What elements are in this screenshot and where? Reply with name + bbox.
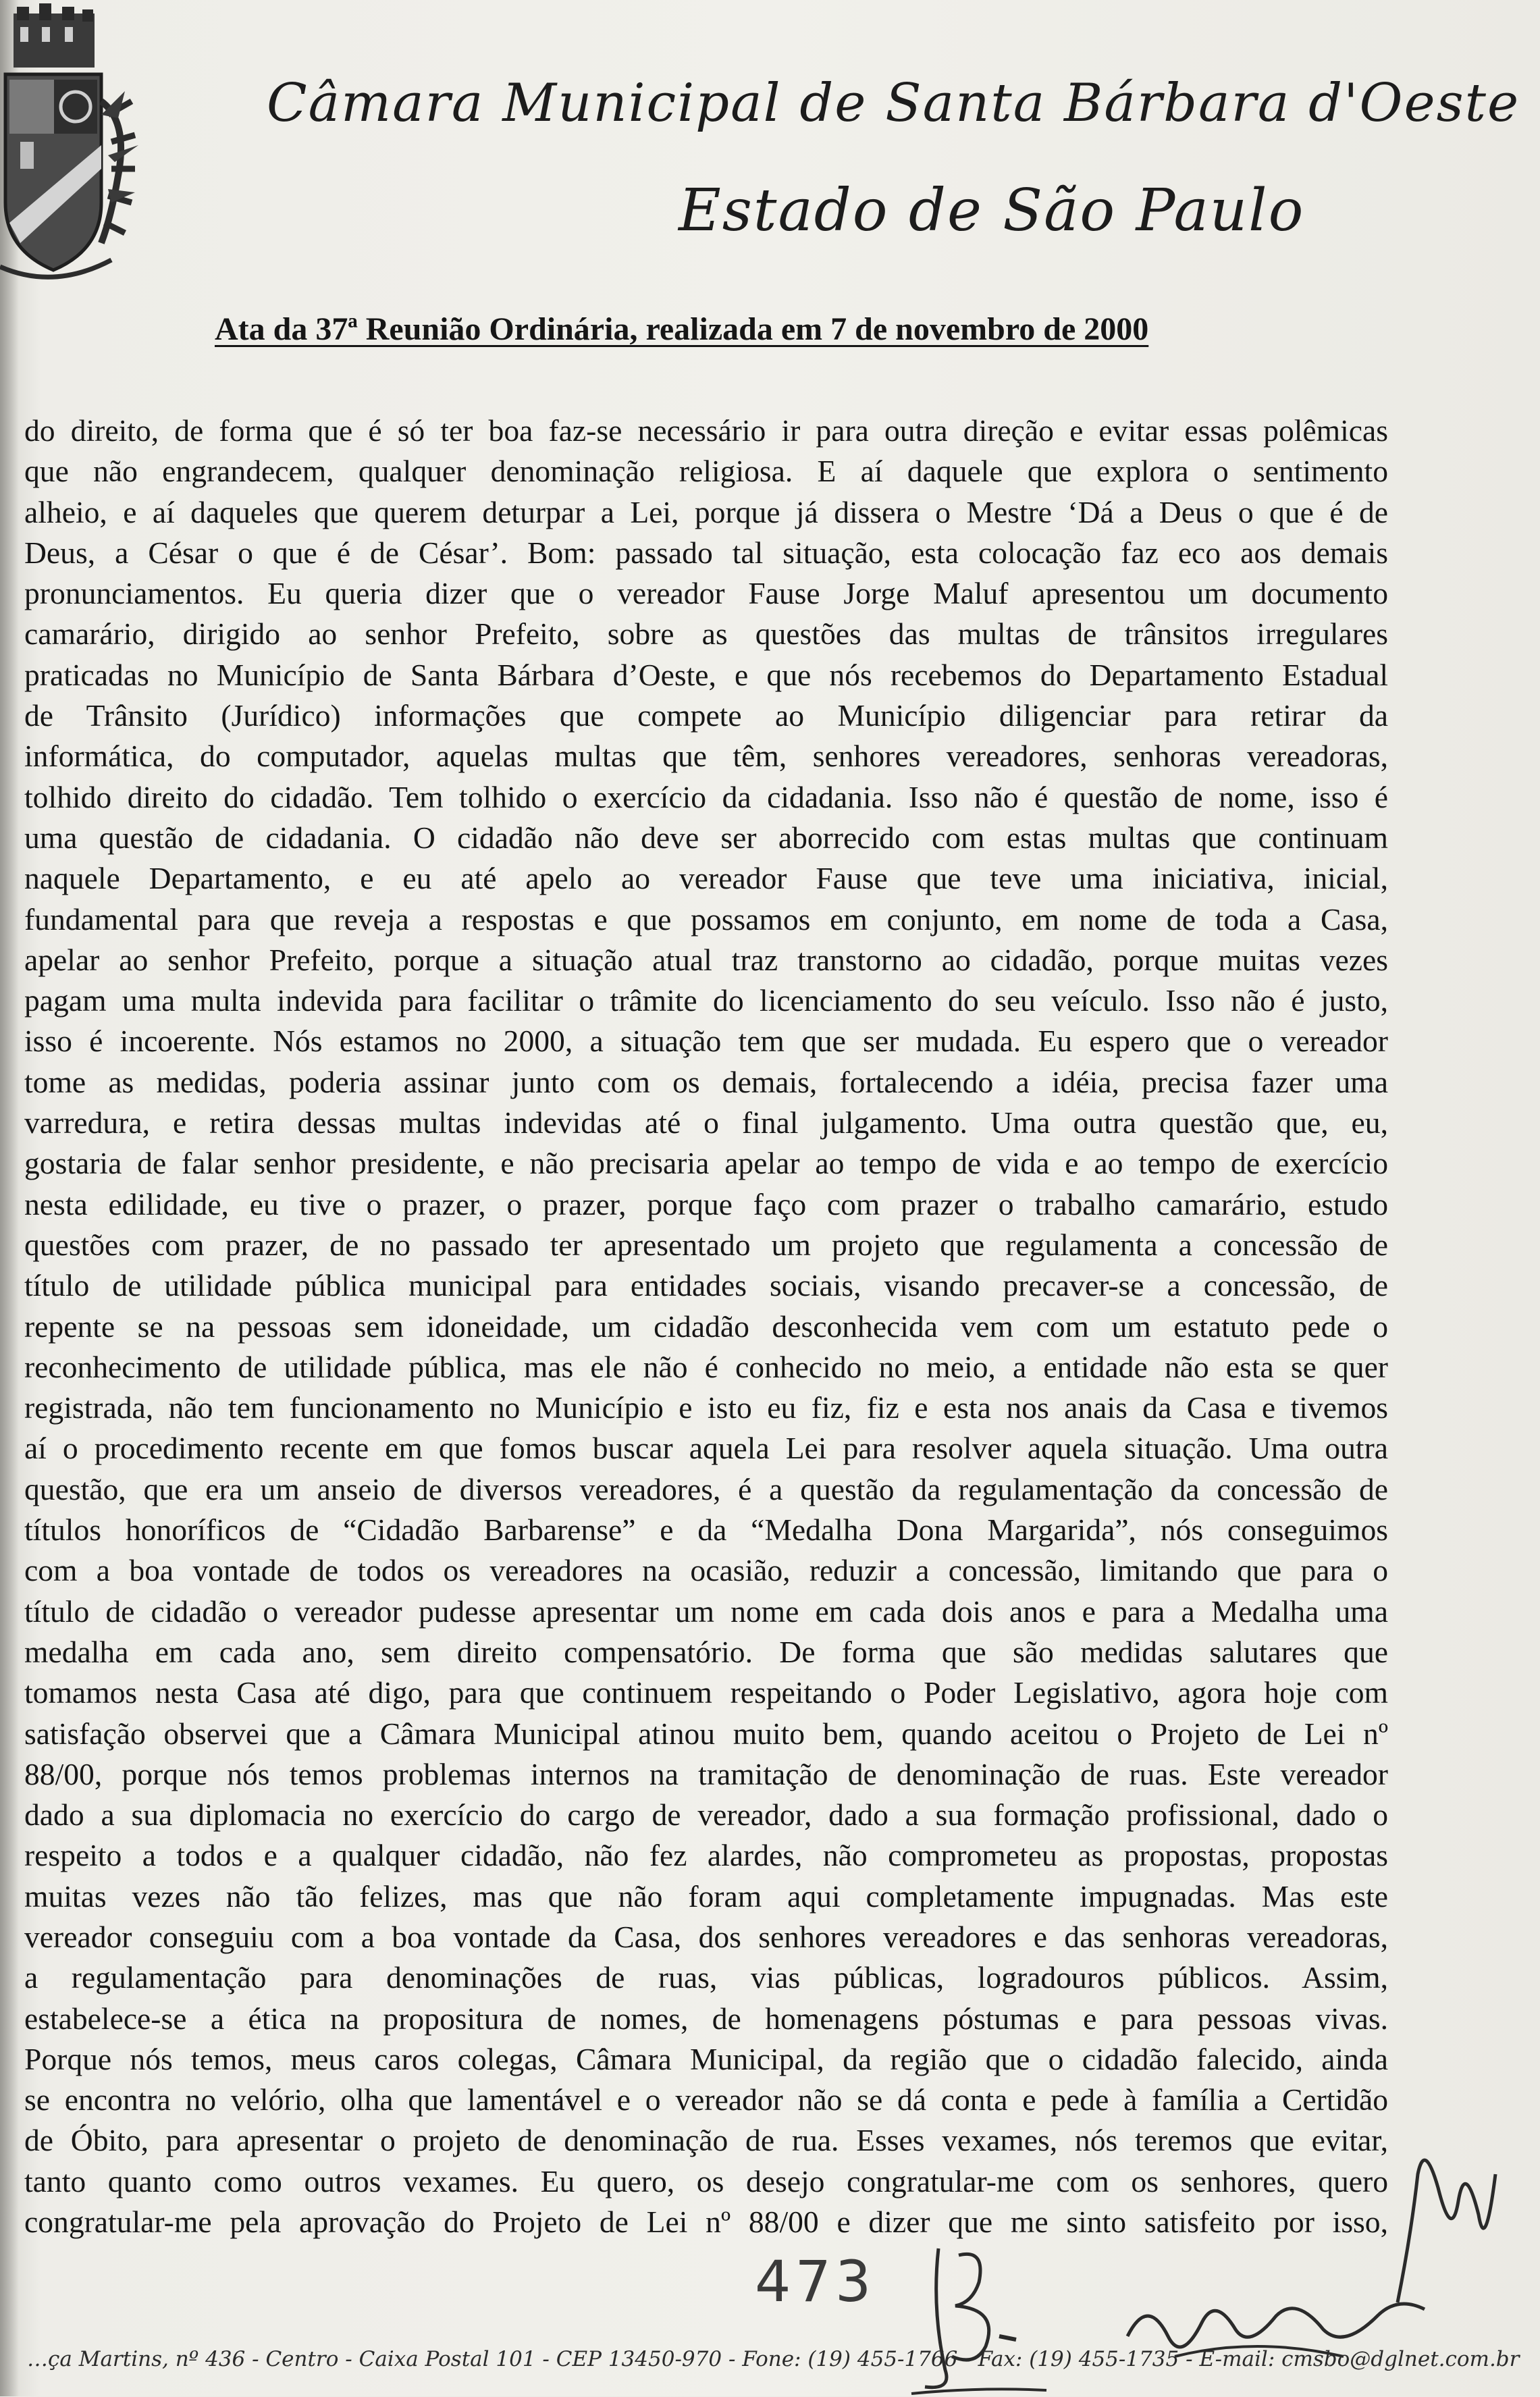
body-line: alheio, e aí daqueles que querem deturpar a Lei, porque já dissera o Mestre ‘Dá a Deus o que é de	[24, 494, 1388, 529]
body-line: pronunciamentos. Eu queria dizer que o vereador Fause Jorge Maluf apresentou um documento	[24, 576, 1388, 611]
body-line: reconhecimento de utilidade pública, mas ele não é conhecido no meio, a entidade não esta se quer	[24, 1349, 1388, 1384]
body-line: do direito, de forma que é só ter boa faz-se necessário ir para outra direção e evitar essas polêmicas	[24, 413, 1388, 448]
body-line: tomamos nesta Casa até digo, para que continuem respeitando o Poder Legislativo, agora hoje com	[24, 1675, 1388, 1710]
body-line: tome as medidas, poderia assinar junto com os demais, fortalecendo a idéia, precisa fazer uma	[24, 1064, 1388, 1099]
body-line: se encontra no velório, olha que lamentável e o vereador não se dá conta e pede à família a Certidão	[24, 2082, 1388, 2117]
body-line: praticadas no Município de Santa Bárbara d’Oeste, e que nós recebemos do Departamento Estadual	[24, 657, 1388, 692]
body-line: com a boa vontade de todos os vereadores na ocasião, reduzir a concessão, limitando que para o	[24, 1553, 1388, 1588]
body-line: nesta edilidade, eu tive o prazer, o prazer, porque faço com prazer o trabalho camarário, estudo	[24, 1186, 1388, 1221]
footer-address: …ça Martins, nº 436 - Centro - Caixa Postal 101 - CEP 13450-970 - Fone: (19) 455-1766 - Fax: (19) 455-1735 - E-mail: cmsbo@dglnet.com.br	[27, 2347, 1520, 2371]
body-line: de Trânsito (Jurídico) informações que compete ao Município diligenciar para retirar da	[24, 698, 1388, 733]
body-line: tanto quanto como outros vexames. Eu quero, os desejo congratular-me com os senhores, quero	[24, 2163, 1388, 2198]
body-line: medalha em cada ano, sem direito compensatório. De forma que são medidas salutares que	[24, 1634, 1388, 1669]
body-line: muitas vezes não tão felizes, mas que não foram aqui completamente impugnadas. Mas este	[24, 1878, 1388, 1914]
body-line: título de utilidade pública municipal para entidades sociais, visando precaver-se a concessão, de	[24, 1268, 1388, 1303]
body-line: satisfação observei que a Câmara Municipal atinou muito bem, quando aceitou o Projeto de Lei nº	[24, 1716, 1388, 1751]
body-line: registrada, não tem funcionamento no Município e isto eu fiz, fiz e esta nos anais da Casa e tivemos	[24, 1390, 1388, 1425]
document-title: Ata da 37ª Reunião Ordinária, realizada em 7 de novembro de 2000	[215, 311, 1149, 347]
body-line: vereador conseguiu com a boa vontade da Casa, dos senhores vereadores e das senhoras vereadoras,	[24, 1919, 1388, 1954]
body-line: título de cidadão o vereador pudesse apresentar um nome em cada dois anos e para a Medalha uma	[24, 1593, 1388, 1629]
body-line: 88/00, porque nós temos problemas internos na tramitação de denominação de ruas. Este vereador	[24, 1756, 1388, 1791]
body-line: que não engrandecem, qualquer denominação religiosa. E aí daquele que explora o sentimento	[24, 454, 1388, 489]
body-line: de Óbito, para apresentar o projeto de denominação de rua. Esses vexames, nós teremos que evitar,	[24, 2123, 1388, 2158]
body-line: fundamental para que reveja a respostas e que possamos em conjunto, em nome de toda a Casa,	[24, 901, 1388, 937]
body-line: Porque nós temos, meus caros colegas, Câmara Municipal, da região que o cidadão falecido, ainda	[24, 2041, 1388, 2076]
body-line: pagam uma multa indevida para facilitar o trâmite do licenciamento do seu veículo. Isso não é justo,	[24, 983, 1388, 1018]
body-line: apelar ao senhor Prefeito, porque a situação atual traz transtorno ao cidadão, porque muitas vezes	[24, 942, 1388, 977]
page-edge-shadow	[0, 0, 19, 2396]
signature-initials-icon	[898, 2228, 1053, 2397]
page-number: 473	[755, 2248, 876, 2315]
body-line: questões com prazer, de no passado ter apresentado um projeto que regulamenta a concessão de	[24, 1227, 1388, 1262]
body-line: dado a sua diplomacia no exercício do cargo de vereador, dado a sua formação profissional, dado o	[24, 1797, 1388, 1833]
body-line: a regulamentação para denominações de ruas, vias públicas, logradouros públicos. Assim,	[24, 1960, 1388, 1995]
body-line: gostaria de falar senhor presidente, e não precisaria apelar ao tempo de vida e ao tempo de exercício	[24, 1146, 1388, 1181]
state-name: Estado de São Paulo	[679, 177, 1305, 244]
body-line: varredura, e retira dessas multas indevidas até o final julgamento. Uma outra questão que, eu,	[24, 1105, 1388, 1140]
body-line: estabelece-se a ética na propositura de nomes, de homenagens póstumas e para pessoas vivas.	[24, 2001, 1388, 2036]
body-line: congratular-me pela aprovação do Projeto de Lei nº 88/00 e dizer que me sinto satisfeito por isso,	[24, 2205, 1388, 2240]
body-line: questão, que era um anseio de diversos vereadores, é a questão da regulamentação da concessão de	[24, 1471, 1388, 1506]
body-line: respeito a todos e a qualquer cidadão, não fez alardes, não comprometeu as propostas, propostas	[24, 1838, 1388, 1873]
body-line: naquele Departamento, e eu até apelo ao vereador Fause que teve uma iniciativa, inicial,	[24, 861, 1388, 896]
institution-name: Câmara Municipal de Santa Bárbara d'Oeste	[267, 73, 1520, 134]
body-line: repente se na pessoas sem idoneidade, um cidadão desconhecida vem com um estatuto pede o	[24, 1309, 1388, 1344]
body-line: isso é incoerente. Nós estamos no 2000, a situação tem que ser mudada. Eu espero que o vereador	[24, 1024, 1388, 1059]
body-line: camarário, dirigido ao senhor Prefeito, sobre as questões das multas de trânsitos irregulares	[24, 616, 1388, 652]
body-line: aí o procedimento recente em que fomos buscar aquela Lei para resolver aquela situação. Uma outra	[24, 1431, 1388, 1466]
body-line: Deus, a César o que é de César’. Bom: passado tal situação, esta colocação faz eco aos demais	[24, 535, 1388, 570]
body-line: títulos honoríficos de “Cidadão Barbarense” e da “Medalha Dona Margarida”, nós conseguimos	[24, 1512, 1388, 1548]
coat-of-arms-icon	[0, 0, 142, 290]
margin-signature-icon	[1377, 2134, 1512, 2309]
body-line: informática, do computador, aquelas multas que têm, senhores vereadores, senhoras vereadoras,	[24, 739, 1388, 774]
body-line: uma questão de cidadania. O cidadão não deve ser aborrecido com estas multas que continuam	[24, 820, 1388, 855]
document-body	[24, 411, 1388, 2242]
body-line: tolhido direito do cidadão. Tem tolhido o exercício da cidadania. Isso não é questão de nome, isso é	[24, 779, 1388, 814]
